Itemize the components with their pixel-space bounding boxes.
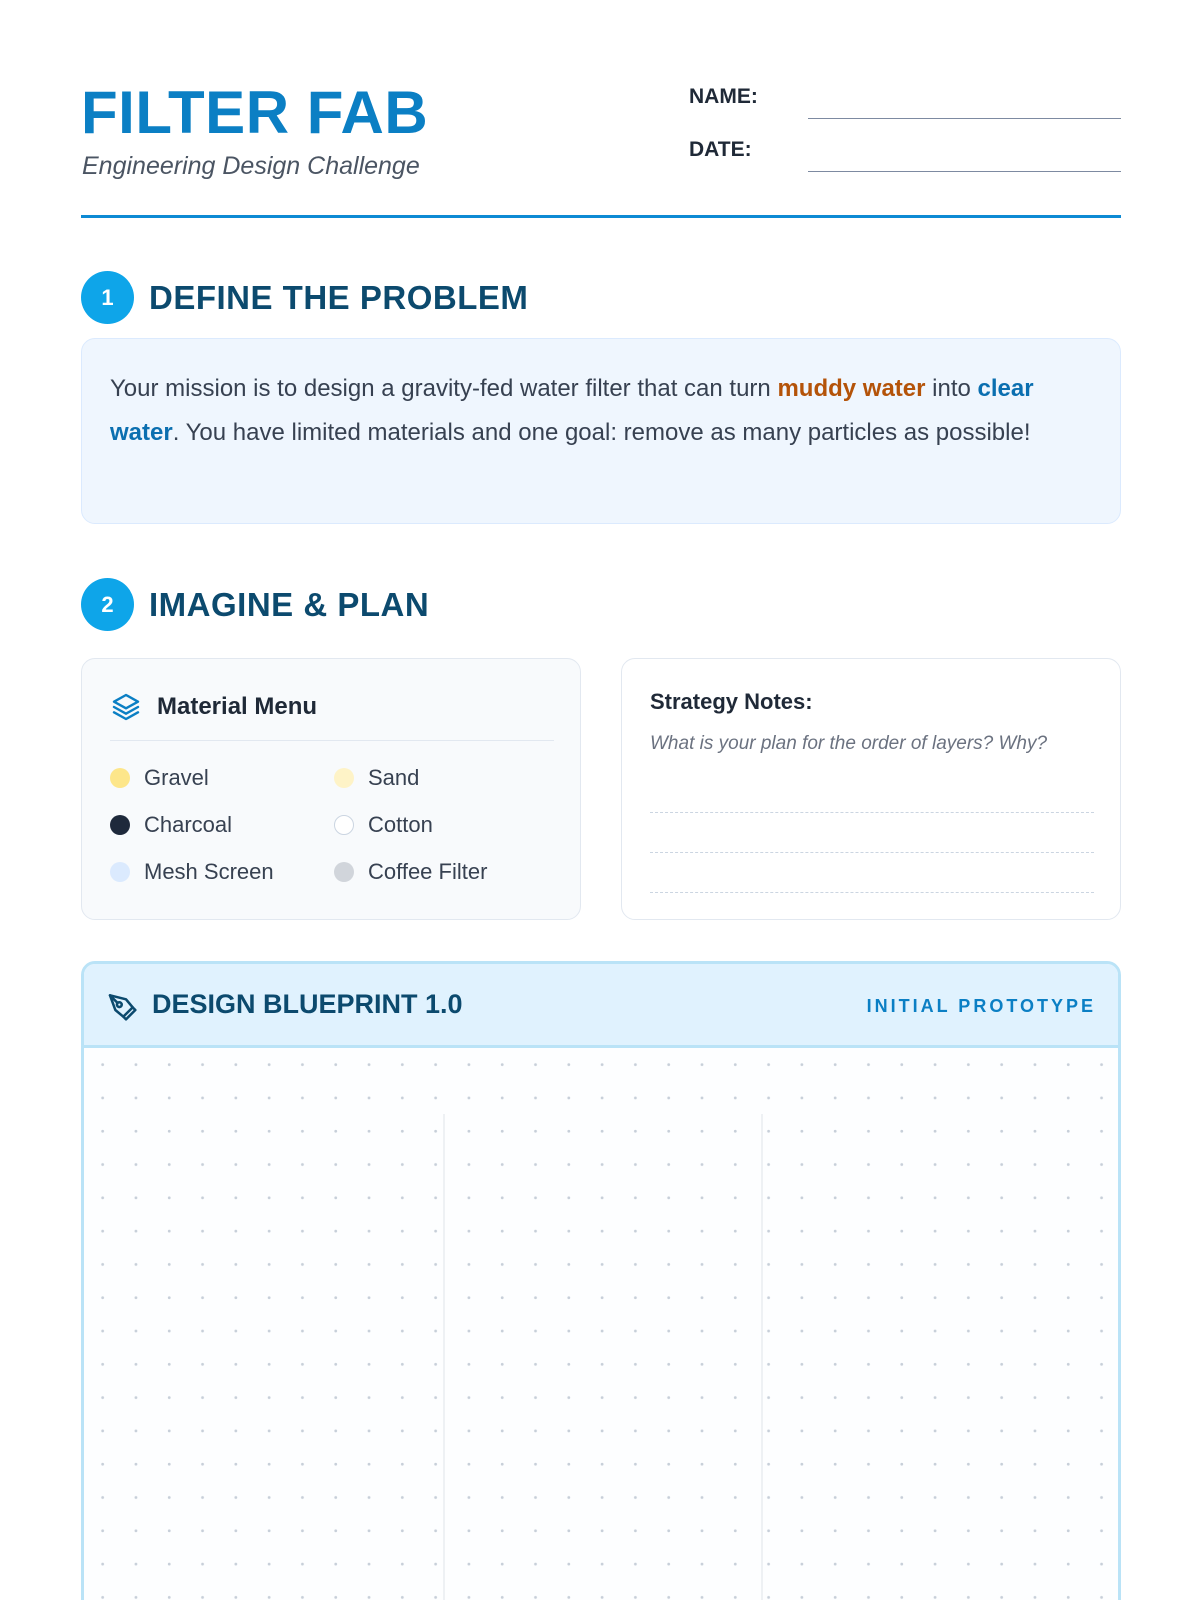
section-define-header bbox=[81, 271, 781, 325]
writing-line[interactable] bbox=[650, 812, 1094, 813]
writing-line[interactable] bbox=[650, 852, 1094, 853]
strategy-notes-title: Strategy Notes: bbox=[650, 689, 813, 714]
section-title: DEFINE THE PROBLEM bbox=[149, 279, 529, 316]
problem-statement bbox=[81, 338, 1121, 524]
section-title: IMAGINE & PLAN bbox=[149, 586, 430, 623]
material-swatch bbox=[334, 862, 354, 882]
problem-text: Your mission is to design a gravity-fed water filter that can turn bbox=[110, 375, 778, 402]
material-label: Sand bbox=[368, 765, 420, 790]
section-number-badge: 1 bbox=[81, 271, 134, 324]
material-menu-title: Material Menu bbox=[157, 693, 318, 720]
material-menu-card bbox=[81, 658, 581, 920]
material-swatch bbox=[110, 768, 130, 788]
material-menu-header bbox=[110, 691, 554, 741]
pen-tool-icon bbox=[106, 990, 138, 1022]
strategy-notes-prompt: What is your plan for the order of layers? Why? bbox=[650, 733, 1048, 754]
worksheet-header bbox=[81, 80, 1121, 218]
name-line[interactable] bbox=[808, 118, 1121, 119]
material-swatch bbox=[334, 815, 354, 835]
writing-line[interactable] bbox=[650, 892, 1094, 893]
section-imagine-header bbox=[81, 578, 781, 632]
highlight-clear-water: clear water bbox=[110, 375, 1034, 446]
material-label: Charcoal bbox=[144, 812, 233, 837]
worksheet-subtitle: Engineering Design Challenge bbox=[82, 152, 420, 180]
layers-icon bbox=[110, 691, 142, 723]
material-label: Mesh Screen bbox=[144, 859, 274, 884]
blueprint-drawing-grid[interactable] bbox=[84, 1048, 1118, 1600]
material-label: Coffee Filter bbox=[368, 859, 488, 884]
blueprint-tag: INITIAL PROTOTYPE bbox=[866, 996, 1096, 1016]
design-blueprint-panel bbox=[81, 961, 1121, 1600]
material-swatch bbox=[334, 768, 354, 788]
worksheet-title: FILTER FAB bbox=[81, 79, 429, 146]
material-swatch bbox=[110, 815, 130, 835]
name-label: NAME: bbox=[689, 85, 758, 108]
date-label: DATE: bbox=[689, 138, 752, 161]
grid-column-divider bbox=[761, 1114, 763, 1600]
material-label: Gravel bbox=[144, 765, 209, 790]
strategy-notes-card bbox=[621, 658, 1121, 920]
grid-column-divider bbox=[443, 1114, 445, 1600]
material-swatch bbox=[110, 862, 130, 882]
material-label: Cotton bbox=[368, 812, 433, 837]
blueprint-header bbox=[84, 964, 1118, 1048]
blueprint-title: DESIGN BLUEPRINT 1.0 bbox=[152, 989, 463, 1019]
problem-text: . You have limited materials and one goal: remove as many particles as possible! bbox=[172, 419, 1031, 446]
section-number-badge: 2 bbox=[81, 578, 134, 631]
date-line[interactable] bbox=[808, 171, 1121, 172]
highlight-muddy-water: muddy water bbox=[777, 375, 926, 402]
problem-text: into bbox=[925, 375, 978, 402]
